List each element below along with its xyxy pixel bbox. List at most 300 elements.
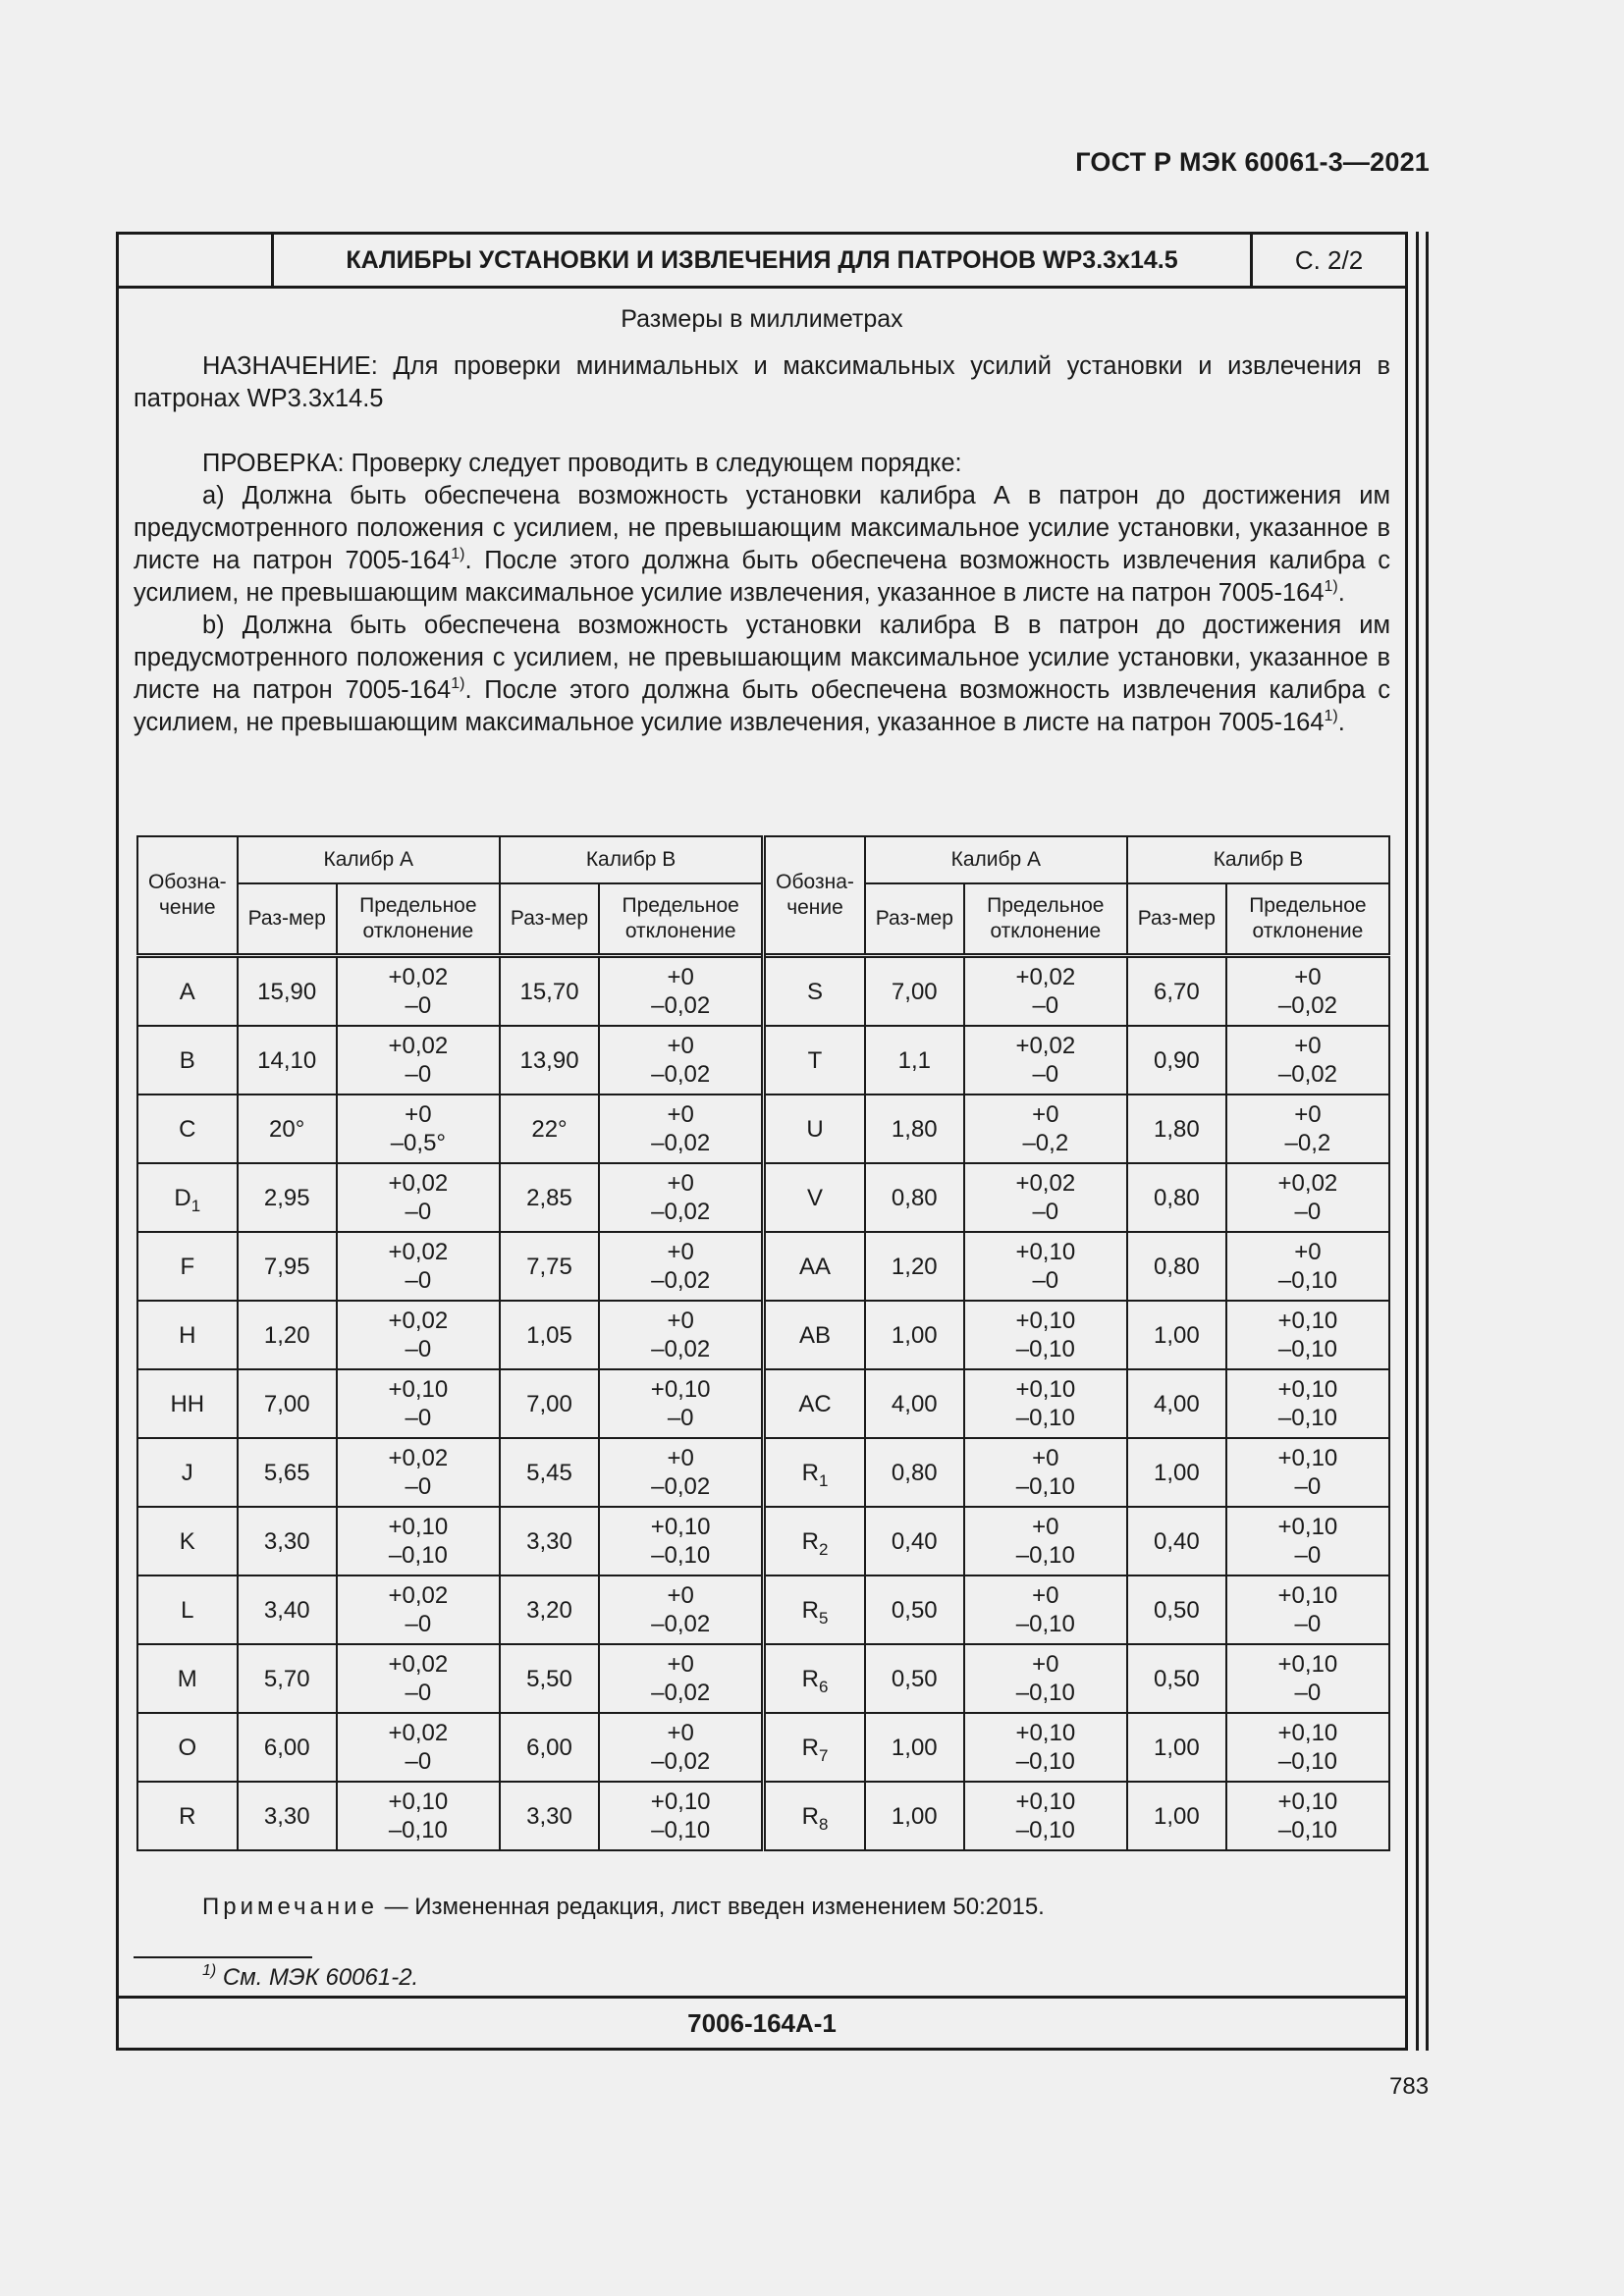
cell-size-b: 1,00 (1127, 1782, 1226, 1850)
cell-size-b: 1,00 (1127, 1713, 1226, 1782)
cell-size-b: 3,30 (500, 1782, 599, 1850)
deviation-lower: –0 (1032, 992, 1059, 1019)
deviation-lower: –0,10 (388, 1817, 448, 1843)
deviation-lower: –0,02 (651, 1130, 711, 1156)
deviation-lower: –0,02 (1277, 992, 1337, 1019)
table-row (137, 1163, 1389, 1232)
cell-deviation-b (599, 1095, 764, 1163)
table-row (137, 956, 1389, 1027)
cell-deviation-b (1226, 1095, 1389, 1163)
cell-size-a: 1,20 (238, 1301, 337, 1369)
designation-letter: L (181, 1596, 194, 1624)
cell-deviation-b (1226, 956, 1389, 1027)
designation-letter: F (180, 1253, 195, 1280)
deviation-upper: +0 (1032, 1651, 1059, 1678)
deviation-lower: –0,2 (1284, 1130, 1331, 1156)
cell-size-a: 7,95 (238, 1232, 337, 1301)
cell-size-a: 6,00 (238, 1713, 337, 1782)
cell-deviation-a (964, 956, 1127, 1027)
cell-deviation-a (964, 1713, 1127, 1782)
deviation-lower: –0,02 (651, 1267, 711, 1294)
deviation-lower: –0 (1032, 1061, 1059, 1088)
cell-size-b: 22° (500, 1095, 599, 1163)
deviation-lower: –0,10 (1015, 1336, 1075, 1362)
deviation-upper: +0 (1032, 1582, 1059, 1609)
deviation-lower: –0,10 (651, 1817, 711, 1843)
cell-size-b: 0,50 (1127, 1644, 1226, 1713)
title-block (119, 235, 1405, 289)
footnote (202, 1964, 418, 1992)
designation-letter: R (801, 1596, 819, 1624)
cell-designation (137, 1301, 238, 1369)
cell-deviation-b (599, 1575, 764, 1644)
cell-deviation-a (337, 1782, 500, 1850)
cell-deviation-b (1226, 1507, 1389, 1575)
deviation-upper: +0,10 (388, 1789, 449, 1815)
dimensions-table-body (137, 956, 1389, 1851)
cell-size-b: 0,40 (1127, 1507, 1226, 1575)
cell-designation (137, 1438, 238, 1507)
cell-size-a: 1,00 (865, 1782, 964, 1850)
cell-deviation-b (1226, 1782, 1389, 1850)
cell-designation (764, 1026, 865, 1095)
designation-letter: R (179, 1802, 196, 1830)
deviation-lower: –0 (1294, 1542, 1322, 1569)
cell-deviation-b (599, 1301, 764, 1369)
cell-designation (764, 1507, 865, 1575)
deviation-lower: –0 (405, 1680, 432, 1706)
cell-size-a: 14,10 (238, 1026, 337, 1095)
deviation-lower: –0,2 (1022, 1130, 1069, 1156)
table-row (137, 1644, 1389, 1713)
deviation-upper: +0,10 (1015, 1789, 1076, 1815)
deviation-upper: +0,10 (388, 1376, 449, 1403)
deviation-upper: +0,10 (1277, 1445, 1338, 1471)
cell-designation (137, 1575, 238, 1644)
deviation-upper: +0 (667, 1239, 694, 1265)
header-gauge-a: Калибр А (238, 836, 500, 883)
deviation-lower: –0 (405, 1267, 432, 1294)
deviation-upper: +0 (1294, 1101, 1322, 1128)
cell-size-a: 1,80 (865, 1095, 964, 1163)
designation-letter: R (801, 1459, 819, 1486)
deviation-upper: +0 (667, 964, 694, 990)
designation-letter: AB (799, 1321, 832, 1349)
purpose-paragraph: НАЗНАЧЕНИЕ: Для проверки минимальных и максимальных усилий установки и извлечения в патронах WP3.3x14.5 (134, 352, 1390, 412)
designation-subscript: 1 (190, 1196, 201, 1215)
cell-deviation-a (964, 1507, 1127, 1575)
deviation-upper: +0,10 (1015, 1239, 1076, 1265)
footnote-text: См. МЭК 60061-2. (216, 1964, 419, 1991)
deviation-upper: +0,10 (1277, 1582, 1338, 1609)
deviation-lower: –0,10 (651, 1542, 711, 1569)
deviation-upper: +0,10 (1277, 1789, 1338, 1815)
body-text (134, 350, 1390, 739)
cell-size-a: 5,70 (238, 1644, 337, 1713)
cell-deviation-a (964, 1026, 1127, 1095)
deviation-lower: –0,10 (1277, 1748, 1337, 1775)
deviation-lower: –0,10 (1015, 1611, 1075, 1637)
page-number: 783 (1389, 2073, 1430, 2100)
cell-size-a: 0,80 (865, 1438, 964, 1507)
table-row (137, 1301, 1389, 1369)
cell-deviation-a (337, 1095, 500, 1163)
deviation-upper: +0,02 (388, 1720, 449, 1746)
deviation-upper: +0,02 (388, 964, 449, 990)
cell-deviation-b (599, 1026, 764, 1095)
table-row (137, 1575, 1389, 1644)
cell-designation (764, 1438, 865, 1507)
cell-size-b: 0,80 (1127, 1163, 1226, 1232)
designation-letter: T (807, 1046, 823, 1074)
cell-designation (764, 956, 865, 1027)
deviation-upper: +0 (667, 1033, 694, 1059)
cell-size-b: 0,80 (1127, 1232, 1226, 1301)
deviation-lower: –0 (405, 1336, 432, 1362)
deviation-upper: +0,10 (650, 1789, 711, 1815)
header-designation: Обозна-чение (137, 836, 238, 956)
deviation-lower: –0,10 (1277, 1817, 1337, 1843)
deviation-upper: +0 (1294, 1239, 1322, 1265)
cell-deviation-a (337, 1438, 500, 1507)
deviation-lower: –0,10 (1015, 1542, 1075, 1569)
deviation-upper: +0,10 (1015, 1720, 1076, 1746)
cell-deviation-a (964, 1438, 1127, 1507)
cell-size-a: 1,20 (865, 1232, 964, 1301)
cell-deviation-a (337, 1507, 500, 1575)
deviation-lower: –0 (1294, 1473, 1322, 1500)
cell-size-a: 7,00 (865, 956, 964, 1027)
deviation-upper: +0,10 (1015, 1308, 1076, 1334)
title-block-empty-cell (119, 235, 274, 286)
deviation-lower: –0,02 (651, 1336, 711, 1362)
designation-letter: U (806, 1115, 824, 1143)
deviation-upper: +0,02 (388, 1170, 449, 1197)
deviation-upper: +0 (667, 1651, 694, 1678)
deviation-lower: –0,10 (1015, 1405, 1075, 1431)
deviation-upper: +0,10 (388, 1514, 449, 1540)
cell-size-a: 4,00 (865, 1369, 964, 1438)
deviation-upper: +0,10 (1277, 1651, 1338, 1678)
deviation-lower: –0 (405, 1061, 432, 1088)
header-size: Раз-мер (500, 883, 599, 956)
footnote-ref: 1) (1324, 708, 1338, 724)
cell-size-b: 1,00 (1127, 1301, 1226, 1369)
sheet-title: КАЛИБРЫ УСТАНОВКИ И ИЗВЛЕЧЕНИЯ ДЛЯ ПАТРОНОВ WP3.3x14.5 (274, 235, 1253, 286)
deviation-upper: +0 (667, 1308, 694, 1334)
table-row (137, 1095, 1389, 1163)
cell-designation (137, 1369, 238, 1438)
deviation-upper: +0,02 (388, 1033, 449, 1059)
cell-size-b: 4,00 (1127, 1369, 1226, 1438)
deviation-lower: –0,10 (1277, 1405, 1337, 1431)
cell-deviation-a (964, 1095, 1127, 1163)
cell-deviation-b (1226, 1301, 1389, 1369)
cell-deviation-b (1226, 1026, 1389, 1095)
cell-size-b: 7,00 (500, 1369, 599, 1438)
designation-letter: R (801, 1802, 819, 1830)
cell-size-b: 6,70 (1127, 956, 1226, 1027)
deviation-lower: –0,10 (1277, 1267, 1337, 1294)
table-row (137, 1026, 1389, 1095)
footnote-rule (134, 1956, 312, 1958)
deviation-upper: +0 (405, 1101, 432, 1128)
cell-deviation-b (599, 1438, 764, 1507)
deviation-lower: –0,10 (388, 1542, 448, 1569)
header-gauge-a: Калибр А (865, 836, 1127, 883)
cell-size-a: 3,30 (238, 1782, 337, 1850)
cell-size-b: 6,00 (500, 1713, 599, 1782)
cell-designation (137, 1095, 238, 1163)
cell-designation (137, 956, 238, 1027)
deviation-upper: +0 (1032, 1101, 1059, 1128)
cell-size-a: 7,00 (238, 1369, 337, 1438)
cell-deviation-a (337, 1713, 500, 1782)
cell-designation (137, 1232, 238, 1301)
deviation-upper: +0,02 (388, 1308, 449, 1334)
cell-size-b: 15,70 (500, 956, 599, 1027)
cell-designation (137, 1026, 238, 1095)
cell-size-a: 0,50 (865, 1575, 964, 1644)
footnote-mark: 1) (202, 1962, 217, 1979)
cell-deviation-a (337, 1644, 500, 1713)
deviation-lower: –0,02 (651, 1473, 711, 1500)
deviation-upper: +0 (667, 1720, 694, 1746)
deviation-upper: +0,10 (1277, 1376, 1338, 1403)
deviation-upper: +0 (1294, 1033, 1322, 1059)
deviation-lower: –0,5° (390, 1130, 447, 1156)
designation-subscript: 5 (818, 1608, 829, 1628)
cell-deviation-b (599, 1369, 764, 1438)
header-size: Раз-мер (1127, 883, 1226, 956)
cell-size-b: 3,20 (500, 1575, 599, 1644)
deviation-upper: +0,10 (1277, 1720, 1338, 1746)
footnote-ref: 1) (451, 546, 465, 562)
cell-deviation-a (337, 1369, 500, 1438)
cell-designation (137, 1713, 238, 1782)
cell-size-b: 1,05 (500, 1301, 599, 1369)
designation-letter: S (807, 978, 824, 1005)
header-deviation: Предельное отклонение (599, 883, 764, 956)
deviation-lower: –0 (1294, 1680, 1322, 1706)
deviation-lower: –0 (405, 1473, 432, 1500)
designation-letter: R (801, 1665, 819, 1692)
cell-size-b: 5,50 (500, 1644, 599, 1713)
cell-deviation-b (1226, 1438, 1389, 1507)
cell-deviation-a (337, 1232, 500, 1301)
designation-letter: J (181, 1459, 193, 1486)
header-deviation: Предельное отклонение (964, 883, 1127, 956)
cell-size-b: 3,30 (500, 1507, 599, 1575)
deviation-upper: +0,02 (1015, 964, 1076, 990)
header-deviation: Предельное отклонение (337, 883, 500, 956)
sheet-frame (116, 232, 1408, 2051)
deviation-lower: –0 (1032, 1267, 1059, 1294)
deviation-lower: –0 (1294, 1611, 1322, 1637)
note (202, 1894, 1045, 1921)
cell-deviation-a (337, 1163, 500, 1232)
dimensions-table (136, 835, 1390, 1851)
cell-size-b: 1,00 (1127, 1438, 1226, 1507)
check-intro: ПРОВЕРКА: Проверку следует проводить в следующем порядке: (202, 450, 962, 477)
deviation-upper: +0 (667, 1170, 694, 1197)
deviation-lower: –0,02 (651, 1611, 711, 1637)
cell-designation (764, 1163, 865, 1232)
deviation-lower: –0,10 (1015, 1680, 1075, 1706)
deviation-upper: +0 (667, 1445, 694, 1471)
deviation-lower: –0,10 (1015, 1473, 1075, 1500)
cell-deviation-a (964, 1163, 1127, 1232)
designation-letter: C (179, 1115, 196, 1143)
units-caption: Размеры в миллиметрах (621, 305, 903, 333)
designation-letter: R (801, 1527, 819, 1555)
binding-rail-outer (1426, 232, 1429, 2051)
designation-letter: O (178, 1734, 197, 1761)
cell-deviation-a (964, 1301, 1127, 1369)
cell-designation (137, 1782, 238, 1850)
cell-deviation-a (964, 1232, 1127, 1301)
cell-size-b: 1,80 (1127, 1095, 1226, 1163)
deviation-lower: –0,02 (651, 992, 711, 1019)
deviation-lower: –0 (405, 1405, 432, 1431)
cell-size-b: 0,50 (1127, 1575, 1226, 1644)
cell-deviation-b (599, 1782, 764, 1850)
cell-deviation-a (964, 1644, 1127, 1713)
cell-deviation-b (599, 1507, 764, 1575)
cell-size-a: 1,00 (865, 1713, 964, 1782)
cell-size-a: 15,90 (238, 956, 337, 1027)
deviation-upper: +0 (1294, 964, 1322, 990)
cell-designation (764, 1095, 865, 1163)
deviation-lower: –0 (405, 992, 432, 1019)
cell-designation (137, 1507, 238, 1575)
deviation-upper: +0,10 (650, 1376, 711, 1403)
cell-deviation-b (1226, 1575, 1389, 1644)
cell-size-a: 20° (238, 1095, 337, 1163)
deviation-lower: –0,02 (651, 1199, 711, 1225)
note-text: — Измененная редакция, лист введен изменением 50:2015. (377, 1894, 1045, 1920)
cell-deviation-b (1226, 1644, 1389, 1713)
cell-designation (137, 1644, 238, 1713)
deviation-upper: +0,10 (1015, 1376, 1076, 1403)
designation-letter: R (801, 1734, 819, 1761)
cell-deviation-a (964, 1782, 1127, 1850)
deviation-upper: +0 (667, 1101, 694, 1128)
cell-size-b: 13,90 (500, 1026, 599, 1095)
standard-header: ГОСТ Р МЭК 60061-3—2021 (1075, 147, 1430, 177)
cell-designation (764, 1301, 865, 1369)
deviation-lower: –0 (1032, 1199, 1059, 1225)
cell-deviation-b (1226, 1163, 1389, 1232)
deviation-lower: –0,02 (651, 1748, 711, 1775)
deviation-upper: +0,02 (1277, 1170, 1338, 1197)
deviation-upper: +0,02 (388, 1239, 449, 1265)
deviation-upper: +0,10 (650, 1514, 711, 1540)
designation-subscript: 7 (818, 1745, 829, 1765)
header-deviation: Предельное отклонение (1226, 883, 1389, 956)
cell-designation (137, 1163, 238, 1232)
deviation-lower: –0,10 (1015, 1748, 1075, 1775)
cell-deviation-b (599, 1644, 764, 1713)
binding-rail-inner (1416, 232, 1419, 2051)
deviation-lower: –0 (667, 1405, 694, 1431)
cell-size-a: 5,65 (238, 1438, 337, 1507)
cell-deviation-b (1226, 1232, 1389, 1301)
table-row (137, 1507, 1389, 1575)
cell-designation (764, 1644, 865, 1713)
designation-letter: HH (170, 1390, 205, 1417)
deviation-upper: +0 (1032, 1514, 1059, 1540)
designation-subscript: 8 (818, 1814, 829, 1834)
cell-deviation-a (337, 956, 500, 1027)
cell-size-b: 5,45 (500, 1438, 599, 1507)
deviation-upper: +0,02 (1015, 1170, 1076, 1197)
cell-deviation-b (1226, 1369, 1389, 1438)
deviation-upper: +0 (667, 1582, 694, 1609)
designation-letter: M (177, 1665, 197, 1692)
cell-size-a: 1,00 (865, 1301, 964, 1369)
designation-letter: V (807, 1184, 824, 1211)
designation-subscript: 2 (818, 1539, 829, 1559)
cell-designation (764, 1575, 865, 1644)
note-label: Примечание (202, 1894, 378, 1920)
designation-subscript: 6 (818, 1677, 829, 1696)
deviation-lower: –0 (405, 1199, 432, 1225)
deviation-lower: –0 (1294, 1199, 1322, 1225)
cell-designation (764, 1232, 865, 1301)
cell-size-b: 7,75 (500, 1232, 599, 1301)
cell-size-b: 2,85 (500, 1163, 599, 1232)
table-row (137, 1782, 1389, 1850)
cell-size-a: 3,30 (238, 1507, 337, 1575)
cell-designation (764, 1369, 865, 1438)
deviation-upper: +0,10 (1277, 1308, 1338, 1334)
designation-letter: AA (799, 1253, 832, 1280)
cell-deviation-a (337, 1301, 500, 1369)
header-gauge-b: Калибр B (500, 836, 764, 883)
designation-letter: H (179, 1321, 196, 1349)
deviation-upper: +0,10 (1277, 1514, 1338, 1540)
sheet-code: 7006-164A-1 (119, 1996, 1405, 2048)
cell-size-a: 0,50 (865, 1644, 964, 1713)
designation-letter: K (179, 1527, 195, 1555)
designation-letter: AC (798, 1390, 832, 1417)
footnote-ref: 1) (1324, 578, 1338, 595)
deviation-lower: –0,02 (651, 1680, 711, 1706)
deviation-lower: –0,02 (1277, 1061, 1337, 1088)
header-designation: Обозна-чение (764, 836, 865, 956)
designation-subscript: 1 (818, 1470, 829, 1490)
deviation-lower: –0 (405, 1611, 432, 1637)
cell-deviation-a (337, 1026, 500, 1095)
designation-letter: A (179, 978, 195, 1005)
header-size: Раз-мер (238, 883, 337, 956)
deviation-lower: –0,02 (651, 1061, 711, 1088)
cell-size-a: 0,40 (865, 1507, 964, 1575)
cell-size-a: 3,40 (238, 1575, 337, 1644)
cell-designation (764, 1713, 865, 1782)
cell-deviation-b (599, 1232, 764, 1301)
header-size: Раз-мер (865, 883, 964, 956)
cell-deviation-b (599, 956, 764, 1027)
cell-deviation-b (599, 1713, 764, 1782)
table-row (137, 1713, 1389, 1782)
deviation-upper: +0,02 (388, 1651, 449, 1678)
deviation-upper: +0,02 (388, 1445, 449, 1471)
table-row (137, 1438, 1389, 1507)
deviation-lower: –0,10 (1015, 1817, 1075, 1843)
cell-size-a: 1,1 (865, 1026, 964, 1095)
